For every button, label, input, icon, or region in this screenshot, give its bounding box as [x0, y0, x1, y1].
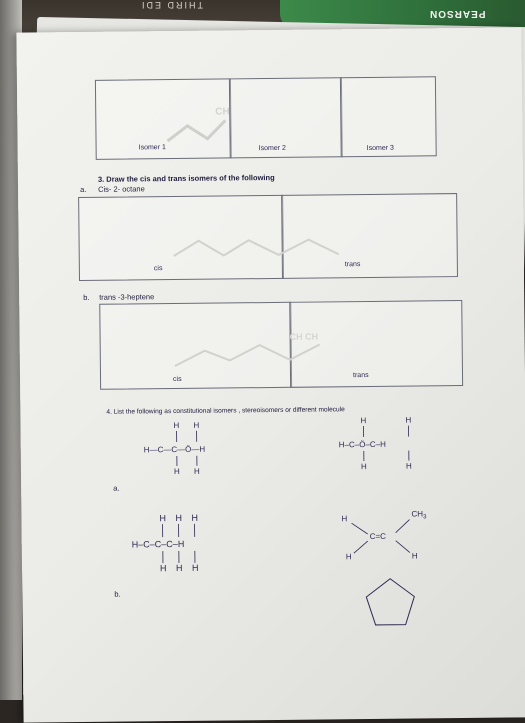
isomer-2-label: Isomer 2	[259, 145, 286, 152]
svg-text:H: H	[160, 563, 167, 573]
bleed-through-structure	[157, 100, 238, 151]
svg-text:C=C: C=C	[370, 532, 387, 541]
question-4b-marker: b.	[114, 590, 120, 599]
svg-text:H: H	[175, 513, 182, 523]
cis-label-b: cis	[173, 376, 182, 383]
bleed-through-chain-b	[169, 319, 390, 381]
question-3b-text: trans -3-heptene	[99, 292, 154, 302]
svg-text:H—C—C—Ö—H: H—C—C—Ö—H	[144, 445, 206, 455]
svg-text:H: H	[405, 416, 411, 425]
trans-label-b: trans	[353, 372, 369, 379]
isomer-2-box	[229, 77, 343, 158]
structure-4a-right	[330, 412, 451, 483]
isomer-3-label: Isomer 3	[367, 145, 394, 152]
isomer-1-label: Isomer 1	[139, 144, 166, 151]
svg-text:H: H	[174, 467, 180, 476]
structure-4b-left	[121, 508, 252, 589]
svg-text:H–C–C–C–H: H–C–C–C–H	[132, 539, 185, 550]
svg-text:CH3: $CH_3$	[411, 509, 427, 520]
worksheet-page	[16, 27, 525, 722]
svg-text:H: H	[412, 551, 418, 560]
cis-label: cis	[154, 265, 163, 272]
svg-text:H: H	[361, 462, 367, 471]
svg-text:H–C–Ö–C–H: H–C–Ö–C–H	[339, 440, 386, 449]
svg-text:H: H	[341, 514, 347, 523]
svg-text:H: H	[192, 563, 199, 573]
bleed-through-chain-a	[168, 219, 399, 271]
question-4-title: 4. List the following as constitutional isomers , stereoisomers or different molecule	[106, 406, 345, 415]
svg-text:H: H	[191, 513, 198, 523]
svg-text:CH: CH	[215, 106, 230, 117]
question-3a-text: Cis- 2- octane	[98, 184, 145, 193]
svg-text:H: H	[346, 552, 352, 561]
svg-text:H: H	[194, 467, 200, 476]
svg-text:H: H	[176, 563, 183, 573]
question-3b-marker: b.	[83, 293, 89, 302]
brand-logo: PEARSON	[429, 8, 485, 19]
isomer-3-box	[340, 76, 437, 157]
structure-4a-left	[135, 417, 276, 488]
question-4a-marker: a.	[113, 484, 119, 493]
svg-text:H: H	[360, 416, 366, 425]
svg-text:H: H	[193, 421, 199, 430]
question-3-title: 3. Draw the cis and trans isomers of the following	[98, 173, 275, 184]
edition-text: THIRD EDI	[140, 0, 203, 10]
svg-text:H: H	[173, 421, 179, 430]
svg-text:H: H	[406, 462, 412, 471]
structure-4b-right	[329, 506, 460, 637]
trans-label: trans	[345, 261, 361, 268]
svg-text:H: H	[159, 513, 166, 523]
question-3a-marker: a.	[80, 185, 86, 194]
svg-text:CH CH: CH CH	[290, 332, 319, 342]
